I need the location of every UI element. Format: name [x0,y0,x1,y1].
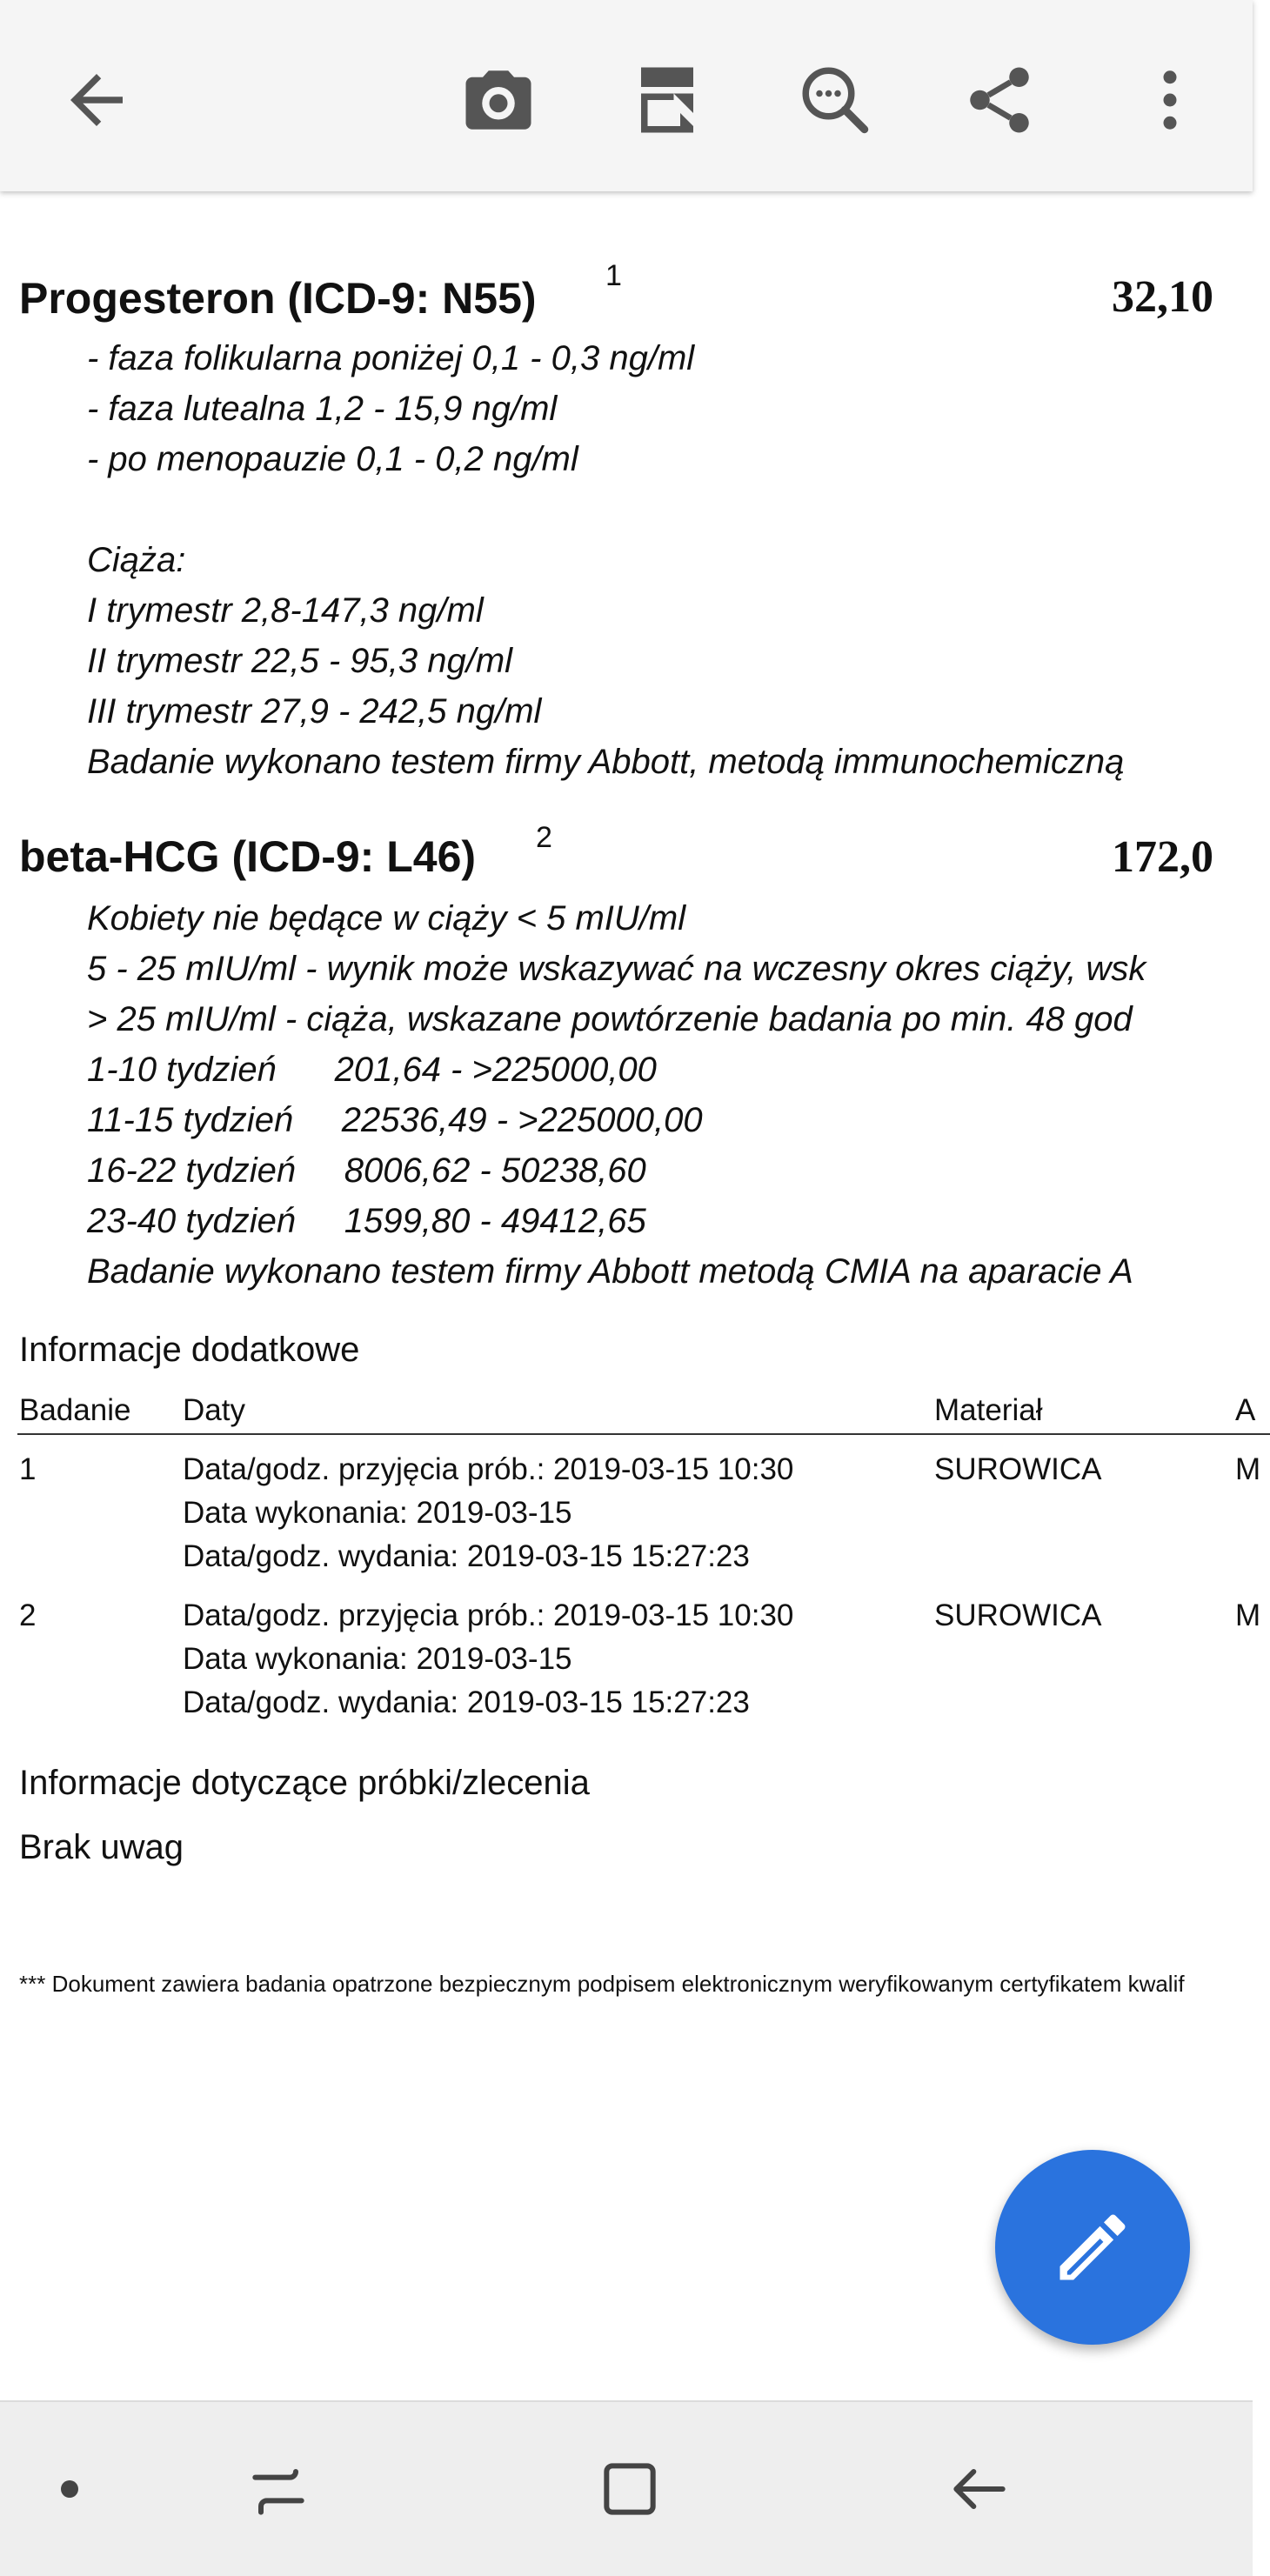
betahcg-range-line: 11-15 tydzień 22536,49 - >225000,00 [87,1101,703,1139]
signature-footnote: *** Dokument zawiera badania opatrzone bezpiecznym podpisem elektronicznym weryfikowanym certyfikatem kwalif [19,1971,1185,1997]
row-date-received: Data/godz. przyjęcia prób.: 2019-03-15 10:30 [183,1452,794,1486]
row-date-received: Data/godz. przyjęcia prób.: 2019-03-15 10:30 [183,1598,794,1632]
search-icon [796,61,874,139]
row-material: SUROWICA [934,1452,1102,1486]
row-date-performed: Data wykonania: 2019-03-15 [183,1642,572,1676]
row-extra: M [1235,1452,1261,1486]
recent-apps-button[interactable] [235,2446,322,2533]
table-header-badanie: Badanie [19,1393,131,1427]
row-material: SUROWICA [934,1598,1102,1632]
dot-icon [35,2454,104,2524]
betahcg-range-line: 16-22 tydzień 8006,62 - 50238,60 [87,1151,646,1190]
document-page[interactable] [0,193,1261,2400]
row-date-issued: Data/godz. wydania: 2019-03-15 15:27:23 [183,1539,750,1573]
row-date-issued: Data/godz. wydania: 2019-03-15 15:27:23 [183,1685,750,1719]
row-id: 1 [19,1452,37,1486]
table-header-extra: A [1235,1393,1256,1427]
home-button[interactable] [586,2446,673,2533]
no-remarks-text: Brak uwag [19,1828,184,1866]
progesteron-footnote-ref: 1 [605,259,622,292]
recent-apps-icon [244,2454,313,2524]
progesteron-method-note: Badanie wykonano testem firmy Abbott, metodą immunochemiczną [87,743,1125,781]
table-header-daty: Daty [183,1393,245,1427]
betahcg-value: 172,0 [1112,832,1213,882]
edit-document-icon [628,61,706,139]
system-nav-bar [0,2400,1253,2576]
betahcg-range-line: > 25 mIU/ml - ciąża, wskazane powtórzenie badania po min. 48 god [87,1000,1133,1038]
more-options-button[interactable] [1122,52,1218,148]
progesteron-title: Progesteron (ICD-9: N55) [19,274,537,323]
betahcg-range-line: 1-10 tydzień 201,64 - >225000,00 [87,1051,657,1089]
sample-info-heading: Informacje dotyczące próbki/zlecenia [19,1764,590,1802]
top-app-bar [0,0,1253,191]
page-layout-button[interactable] [619,52,715,148]
more-vertical-icon [1131,61,1209,139]
betahcg-footnote-ref: 2 [536,821,552,854]
camera-button[interactable] [451,52,546,148]
row-extra: M [1235,1598,1261,1632]
share-button[interactable] [952,52,1047,148]
betahcg-range-line: 5 - 25 mIU/ml - wynik może wskazywać na wczesny okres ciąży, wsk [87,950,1146,988]
back-button[interactable] [49,52,144,148]
row-id: 2 [19,1598,37,1632]
share-icon [960,61,1039,139]
additional-info-heading: Informacje dodatkowe [19,1331,360,1369]
back-icon [945,2454,1014,2524]
progesteron-range-line: - po menopauzie 0,1 - 0,2 ng/ml [87,440,578,478]
table-header-divider [17,1433,1270,1435]
progesteron-range-line: II trymestr 22,5 - 95,3 ng/ml [87,642,513,680]
search-button[interactable] [787,52,883,148]
progesteron-range-line: - faza lutealna 1,2 - 15,9 ng/ml [87,390,558,428]
progesteron-range-line: - faza folikularna poniżej 0,1 - 0,3 ng/ml [87,339,695,377]
edit-fab-button[interactable] [995,2150,1190,2345]
nav-back-button[interactable] [936,2446,1023,2533]
camera-icon [459,61,538,139]
progesteron-range-line: Ciąża: [87,541,186,579]
betahcg-range-line: Kobiety nie będące w ciąży < 5 mIU/ml [87,899,686,938]
table-header-material: Materiał [934,1393,1043,1427]
home-icon [595,2454,665,2524]
nav-dot-button[interactable] [26,2446,113,2533]
progesteron-value: 32,10 [1112,272,1213,322]
progesteron-range-line: III trymestr 27,9 - 242,5 ng/ml [87,692,542,731]
progesteron-range-line: I trymestr 2,8-147,3 ng/ml [87,591,484,630]
back-arrow-icon [57,61,136,139]
betahcg-range-line: 23-40 tydzień 1599,80 - 49412,65 [87,1202,646,1240]
pencil-icon [1049,2204,1136,2291]
betahcg-method-note: Badanie wykonano testem firmy Abbott metodą CMIA na aparacie A [87,1252,1133,1291]
betahcg-title: beta-HCG (ICD-9: L46) [19,832,477,881]
row-date-performed: Data wykonania: 2019-03-15 [183,1496,572,1530]
